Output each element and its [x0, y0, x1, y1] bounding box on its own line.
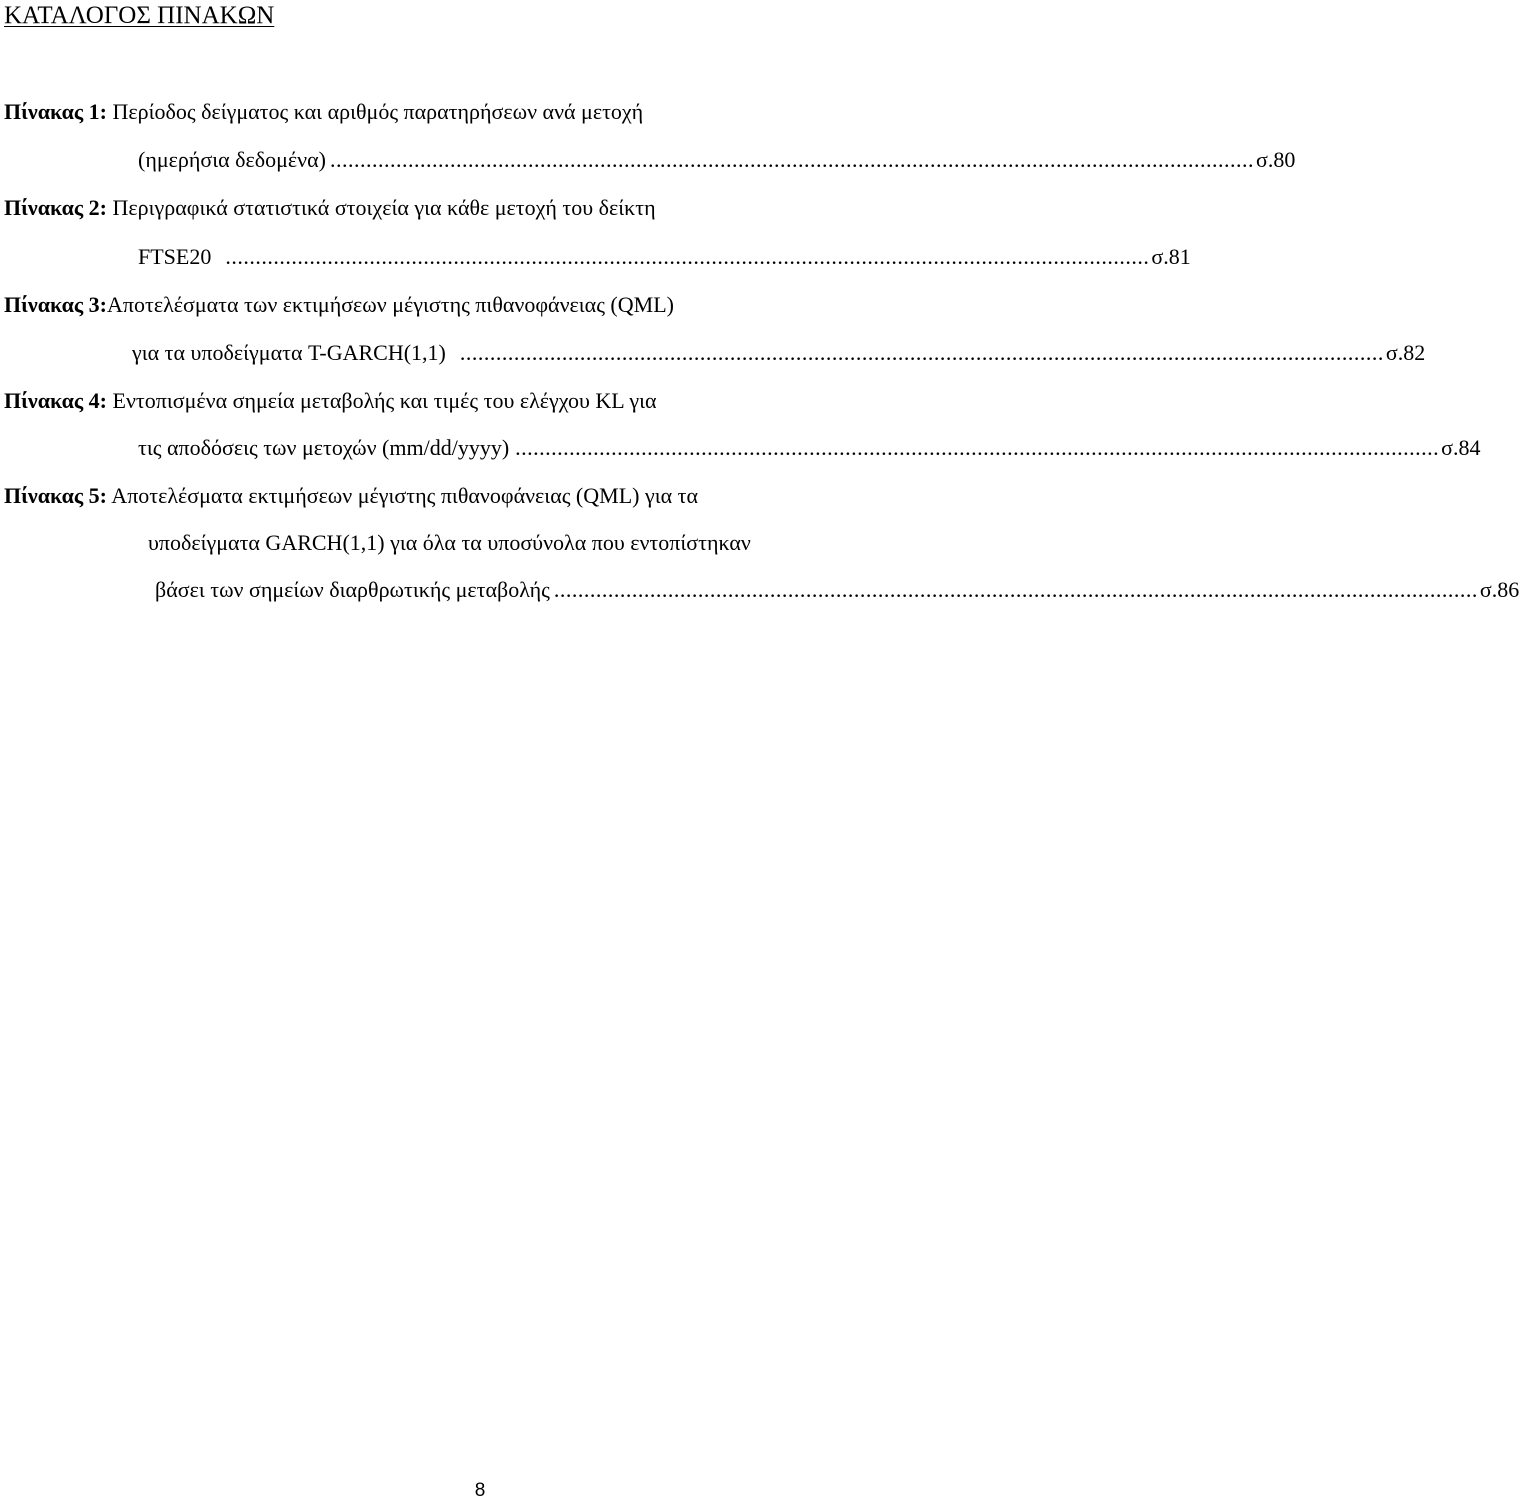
entry-4-text: Εντοπισμένα σημεία μεταβολής και τιμές του ελέγχου KL για [107, 388, 657, 413]
entry-4-title [4, 387, 657, 415]
entry-3-leader[interactable] [132, 339, 1426, 367]
entry-5-page: σ.86 [1479, 577, 1519, 602]
entry-4-text-cont: τις αποδόσεις των μετοχών (mm/dd/yyyy) [138, 435, 510, 460]
toc-heading: ΚΑΤΑΛΟΓΟΣ ΠΙΝΑΚΩΝ [4, 2, 275, 29]
entry-1-text: Περίοδος δείγματος και αριθμός παρατηρήσεων ανά μετοχή [107, 99, 644, 124]
entry-3-label: Πίνακας 3: [4, 292, 108, 317]
entry-1-page: σ.80 [1255, 147, 1296, 172]
dot-leader: .......................................................................................................................................................... [329, 147, 1254, 172]
entry-5-text-cont-2: βάσει των σημείων διαρθρωτικής μεταβολής [155, 577, 550, 602]
dot-leader: .......................................................................................................................................................... [553, 577, 1478, 602]
entry-4-label: Πίνακας 4: [4, 388, 108, 413]
entry-2-title [4, 194, 656, 222]
entry-2-label: Πίνακας 2: [4, 195, 108, 220]
entry-3-text: Αποτελέσματα των εκτιμήσεων μέγιστης πιθανοφάνειας (QML) [107, 292, 674, 317]
entry-1-title [4, 98, 643, 126]
entry-5-title [4, 482, 698, 510]
entry-2-text: Περιγραφικά στατιστικά στοιχεία για κάθε μετοχή του δείκτη [107, 195, 656, 220]
entry-4-page: σ.84 [1441, 435, 1481, 460]
entry-3-title [4, 291, 674, 319]
dot-leader: .......................................................................................................................................................... [515, 435, 1440, 460]
entry-3-text-cont: για τα υποδείγματα T-GARCH(1,1) [132, 340, 446, 365]
entry-1-leader[interactable] [138, 146, 1296, 174]
dot-leader: .......................................................................................................................................................... [459, 340, 1384, 365]
entry-5-leader[interactable] [155, 576, 1519, 604]
dot-leader: .......................................................................................................................................................... [225, 244, 1150, 269]
entry-5-label: Πίνακας 5: [4, 483, 108, 508]
entry-1-text-cont: (ημερήσια δεδομένα) [138, 147, 326, 172]
entry-4-leader[interactable] [138, 434, 1481, 462]
page-number: 8 [474, 1480, 486, 1501]
entry-3-page: σ.82 [1385, 340, 1426, 365]
entry-5-text: Αποτελέσματα εκτιμήσεων μέγιστης πιθανοφάνειας (QML) για τα [107, 483, 699, 508]
entry-5-text-cont: υποδείγματα GARCH(1,1) για όλα τα υποσύνολα που εντοπίστηκαν [148, 530, 751, 555]
entry-2-leader[interactable] [138, 243, 1191, 271]
entry-2-text-cont: FTSE20 [138, 244, 212, 269]
entry-2-page: σ.81 [1151, 244, 1191, 269]
entry-1-label: Πίνακας 1: [4, 99, 108, 124]
